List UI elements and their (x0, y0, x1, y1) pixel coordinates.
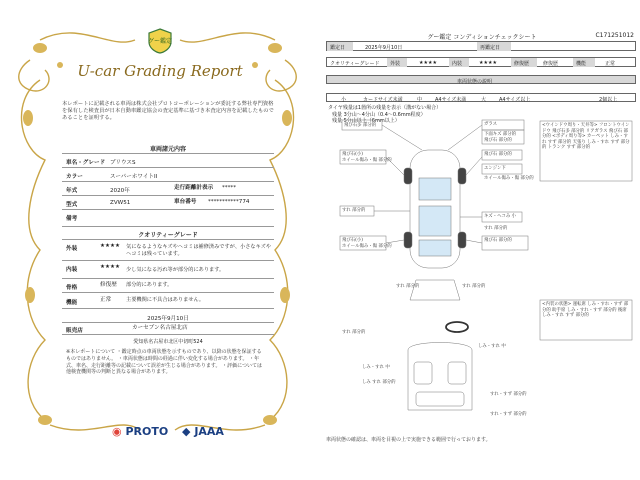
interior-label: 内装 (449, 58, 469, 67)
exterior-text: 気になるようなキズやヘコミは補修済みですが、小さなキズやヘコミは残っています。 (126, 244, 272, 258)
label: 年式 (66, 188, 78, 194)
label-wheel-fl: ホイール傷み・傷 部分的 (342, 158, 392, 163)
label: 車名・グレード (66, 160, 106, 166)
interior-notes: <内装の状態> 運転席 しみ・すれ・すず 部分的 助手席 しみ・すれ・すず 部分的 後席 しみ・すれ すず 部分的 (542, 302, 629, 318)
size-a4: A4サイズ未満 (435, 97, 467, 103)
label: 型式 (66, 202, 78, 208)
certificate-title: U-car Grading Report (77, 62, 243, 80)
value: スーパーホワイトII (110, 174, 158, 180)
label-carpet: しみ すれ 部分的 (362, 380, 396, 385)
exterior-stars: ★★★★ (419, 60, 437, 66)
value: プリウスS (110, 160, 136, 166)
recheck-label: 再鑑定日 (477, 42, 511, 51)
exterior-stars: ★★★★ (100, 243, 121, 249)
jaaa-text: JAAA (194, 425, 224, 438)
certificate-notes: ※本レポートについて ・鑑定時点の車両状態を示すものであり、以降の状態を保証するものではありません。 ・車両状態は時間の経過に伴い変化する場合があります。 ・年式、車名、走行距離等の記載について誤差が生じる場合があります。 ・評価については他検査機関等の判断と異なる場合があります。 (66, 349, 262, 376)
repair-text: 部分的にあります。 (126, 282, 173, 288)
chassis-value: ***********774 (208, 199, 250, 205)
shop-address: 愛知県名古屋市北区中切町524 (133, 339, 203, 345)
label-seat-2: しみ・すれ 中 (362, 365, 390, 370)
interior-stars: ★★★★ (100, 264, 121, 270)
status-header-text: 車両状態の説明 (457, 79, 493, 85)
goo-kantei-logo (148, 28, 172, 54)
interior-text: 少し気になる汚れ等が部分的にあります。 (126, 267, 225, 273)
label-scuff-left: すれ 部分的 (342, 208, 366, 213)
label: 骨格 (66, 285, 78, 291)
value: ZVW51 (110, 200, 131, 206)
divider (62, 292, 274, 293)
mileage-value: ***** (222, 185, 236, 191)
engine-label: 機能 (573, 58, 595, 67)
issue-date: 2025年9月10日 (147, 316, 189, 322)
divider (62, 167, 274, 168)
label-chip-small: 飛び石(小) (342, 152, 363, 157)
divider (62, 308, 274, 309)
vehicle-diagram (322, 0, 640, 480)
chassis-label: 車台番号 (174, 199, 197, 205)
size-large: 大 (481, 97, 487, 103)
proto-mark-icon: ◉ (112, 425, 122, 438)
row-exterior (62, 244, 274, 260)
size-small: 小 (341, 97, 347, 103)
label: 外装 (66, 246, 78, 252)
interior-stars: ★★★★ (479, 60, 497, 66)
label: カラー (66, 174, 83, 180)
label-engine: エンジン下 (484, 166, 506, 171)
repair-label: 修復歴 (511, 58, 537, 67)
label-front-glass: 飛び石多 部分的 (344, 123, 377, 128)
divider (62, 195, 274, 196)
divider (62, 239, 274, 240)
label-chip-rr: 飛び石 部分的 (484, 238, 512, 243)
quality-section-heading: クオリティーグレード (138, 232, 198, 239)
repair-value: 修復歴 (543, 61, 559, 67)
label-chip-rl: 飛び石(小) (342, 238, 363, 243)
divider (62, 209, 274, 210)
proto-text: PROTO (125, 425, 169, 438)
label-dent: キズ・ヘコみ 小 (484, 214, 517, 219)
grade-label: クオリティーグレード (330, 61, 380, 67)
date-label: 鑑定日 (327, 42, 353, 51)
label-rear-seat: すれ・すず 部分的 (490, 392, 527, 397)
certificate-intro: 本レポートに記載される車両は株式会社プロトコーポレーションが委託する弊社専門資格を保有した検査員が日本自動車鑑定協会の査定基準に基づき本査定内容を記載したものであることを証明する。 (62, 101, 274, 122)
size-count: 2個以上 (599, 97, 618, 103)
label: 販売店 (66, 328, 83, 334)
jaaa-logo (182, 425, 224, 438)
divider (62, 226, 274, 227)
engine-value: 正常 (605, 61, 616, 67)
label: 機能 (66, 300, 78, 306)
divider (62, 153, 274, 154)
size-card: カードサイズ未満 (363, 97, 403, 103)
date-value: 2025年9月10日 (365, 45, 403, 51)
grading-certificate (0, 0, 315, 480)
sheet-title: グー鑑定 コンディションチェックシート (427, 34, 537, 41)
sheet-id: C171251012 (595, 32, 634, 39)
size-medium: 中 (417, 97, 423, 103)
label-scuff-right: すれ 部分的 (484, 226, 508, 231)
value: 2020年 (110, 188, 130, 194)
label-wheel-fr: ホイール傷み・傷 部分的 (484, 176, 534, 181)
label-bumper: すれ 部分的 (342, 330, 366, 335)
divider (62, 181, 274, 182)
label-wheel-rl: ホイール傷み・傷 部分的 (342, 244, 392, 249)
window-notes: <ウインドウ周り・天井等> フロントウインドウ 飛び石多 部分的 リアガラス 飛び石 部分的 <ボディ周り等> カーペット しみ・すれ すず 部分的 天張り しみ・すれ すず 部分的 トランク すず 部分的 (542, 123, 630, 150)
tire-legend-3: 残量 5分山以上（6mm以上） (332, 118, 400, 124)
label-seat-1: しみ・すれ 中 (478, 344, 506, 349)
shop-name: カーセブン名古屋北店 (132, 325, 188, 331)
sheet-footer: 車両状態の確認は、車両を目視の上で実施できる範囲で行っております。 (326, 437, 491, 443)
label-rear-scuff: すれ 部分的 (462, 284, 486, 289)
divider (62, 278, 274, 279)
jaaa-mark-icon: ◆ (182, 425, 191, 438)
repair-value: 修復歴 (100, 282, 117, 288)
exterior-label: 外装 (387, 58, 407, 67)
engine-text: 主要機関に不具合はありません。 (126, 297, 205, 303)
label-glass: ガラス (484, 122, 498, 127)
engine-value: 正常 (100, 297, 112, 303)
label-underbody: 下面キズ 部分的 (484, 132, 517, 137)
svg-text:グー鑑定: グー鑑定 (148, 38, 172, 45)
mileage-label: 走行距離計表示 (174, 185, 214, 191)
label: 内装 (66, 267, 78, 273)
tire-legend-2: 残量 3分山〜4分山（0.4〜0.6mm程度） (332, 112, 426, 118)
divider (62, 322, 274, 323)
divider (62, 334, 274, 335)
label-front-scuff: すれ 部分的 (396, 284, 420, 289)
vehicle-section-heading: 車両諸元内容 (149, 146, 186, 153)
tire-legend-1: タイヤ残量は1箇所の残量を表示（溝がない場合） (328, 105, 442, 111)
proto-logo (112, 425, 168, 438)
divider (62, 260, 274, 261)
label-chip: 飛び石 部分的 (484, 138, 512, 143)
label-trunk: すれ・すず 部分的 (490, 412, 527, 417)
label: 備考 (66, 216, 78, 222)
size-a4plus: A4サイズ以上 (499, 97, 531, 103)
condition-check-sheet (322, 0, 640, 480)
label-chip-fr: 飛び石 部分的 (484, 152, 512, 157)
